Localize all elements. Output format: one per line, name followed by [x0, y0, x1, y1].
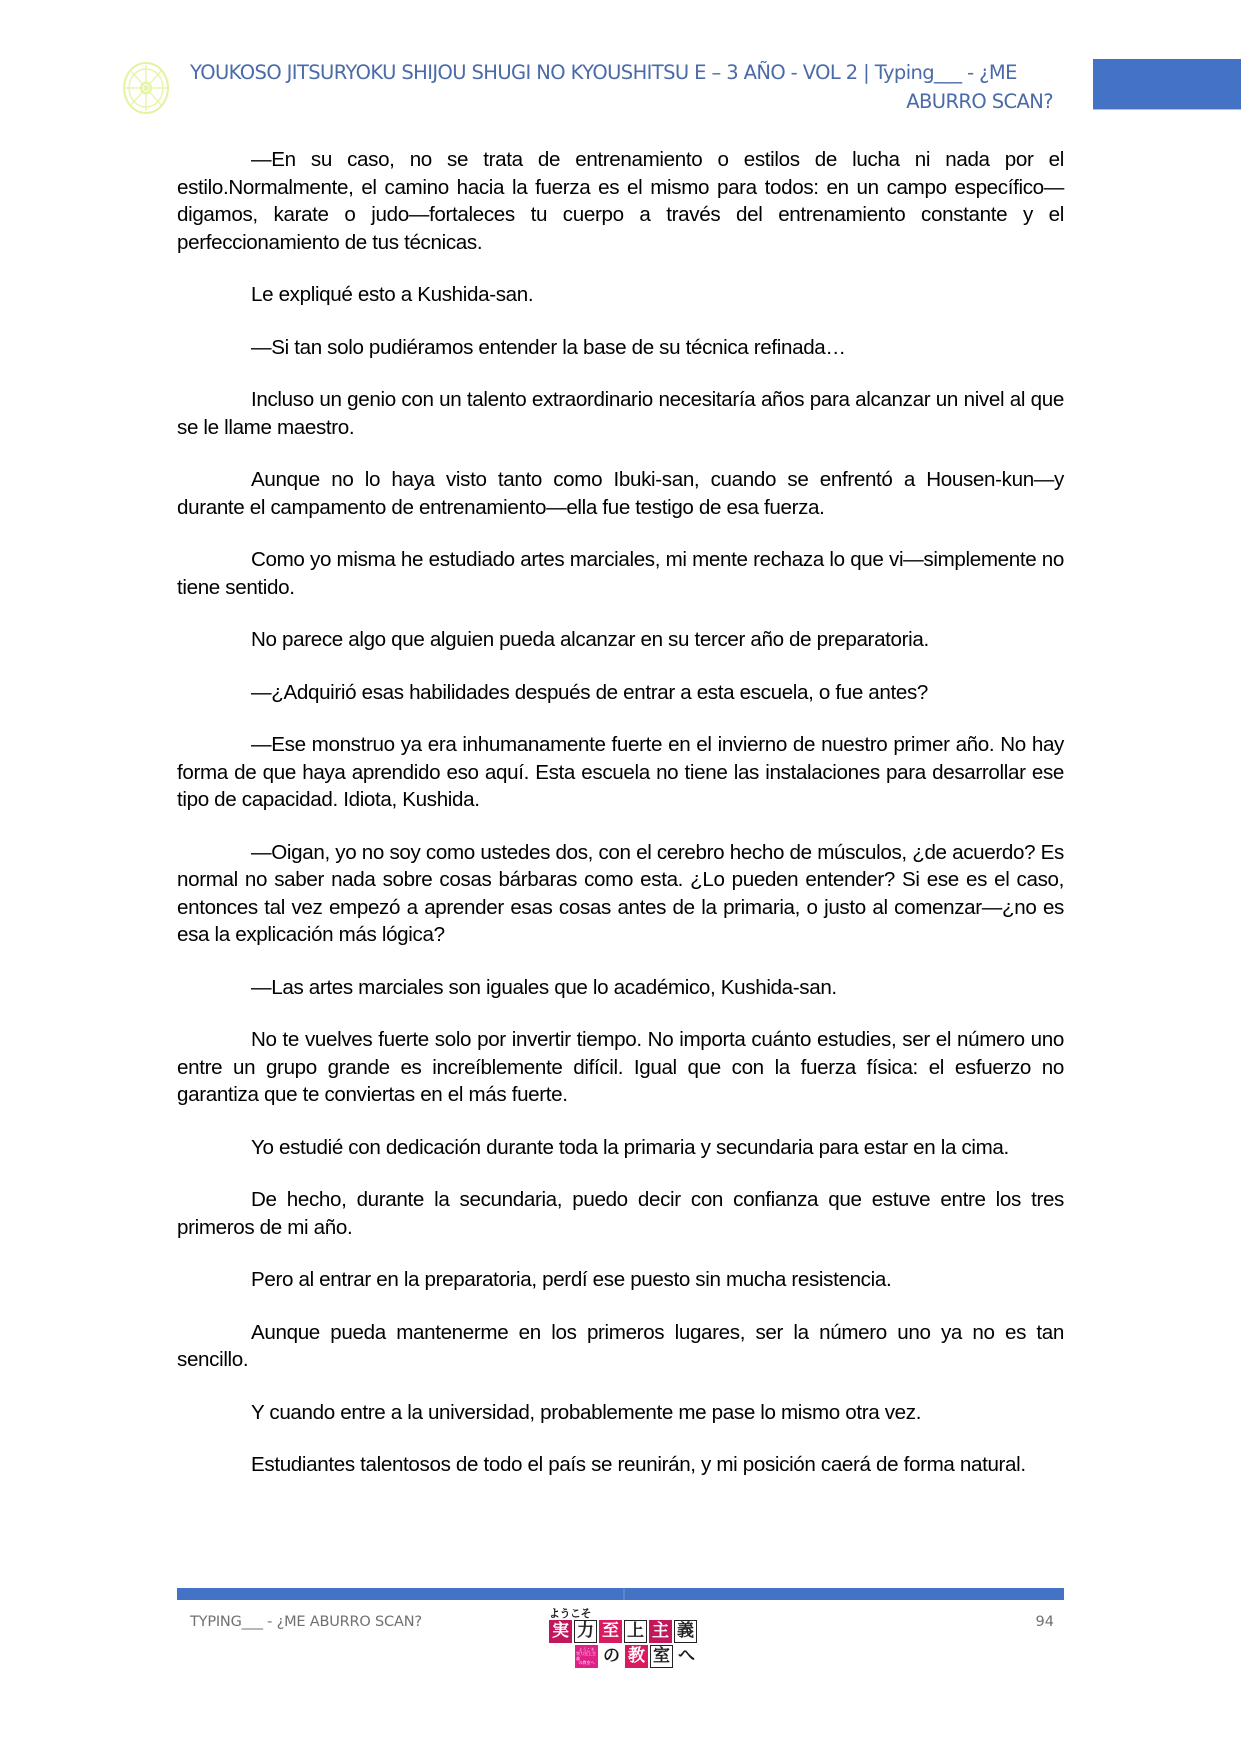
paragraph: —Oigan, yo no soy como ustedes dos, con el cerebro hecho de músculos, ¿de acuerdo? Es normal no saber nada sobre cosas bárbaras como esta. ¿Lo pueden entender? Si ese es el caso, entonces tal vez empezó a aprender esas cosas antes de la primaria, o justo al comenzar—¿no es esa la explicación más lógica?	[177, 840, 1064, 946]
series-logo-char: 室	[650, 1645, 673, 1668]
series-logo-char: 至	[599, 1620, 622, 1643]
paragraph: Aunque pueda mantenerme en los primeros lugares, ser la número uno ya no es tan sencillo.	[177, 1320, 1064, 1371]
header-title-line2: ABURRO SCAN?	[906, 90, 1053, 113]
paragraph: De hecho, durante la secundaria, puedo decir con confianza que estuve entre los tres primeros de mi año.	[177, 1188, 1064, 1239]
series-logo-row1	[549, 1620, 699, 1643]
series-logo-char: 教	[625, 1645, 648, 1668]
paragraph: Pero al entrar en la preparatoria, perdí ese puesto sin mucha resistencia.	[251, 1268, 892, 1291]
series-logo-char: の	[603, 1646, 620, 1666]
paragraph: Como yo misma he estudiado artes marciales, mi mente rechaza lo que vi—simplemente no tiene sentido.	[177, 548, 1064, 599]
paragraph: Incluso un genio con un talento extraordinario necesitaría años para alcanzar un nivel al que se le llame maestro.	[177, 388, 1064, 439]
series-logo-small-line: 実力至上主義	[576, 1651, 596, 1661]
dharma-wheel-icon	[120, 60, 172, 116]
footer-bar-seam	[623, 1588, 625, 1600]
series-logo-char: へ	[678, 1646, 695, 1666]
footer-accent-bar	[177, 1588, 1064, 1600]
page-number: 94	[1035, 1614, 1054, 1630]
series-logo-char: 力	[574, 1620, 597, 1643]
paragraph: Aunque no lo haya visto tanto como Ibuki-san, cuando se enfrentó a Housen-kun—y durante el campamento de entrenamiento—ella fue testigo de esa fuerza.	[177, 468, 1064, 519]
series-logo-row2	[575, 1645, 700, 1668]
paragraph: —En su caso, no se trata de entrenamiento o estilos de lucha ni nada por el estilo.Normalmente, el camino hacia la fuerza es el mismo para todos: en un campo específico—digamos, karate o judo—fortaleces tu cuerpo a través del entrenamiento constante y el perfeccionamiento de tus técnicas.	[177, 148, 1064, 254]
series-logo-char: 主	[649, 1620, 672, 1643]
series-logo-small-line: ようこそ	[578, 1646, 595, 1652]
header-title	[190, 58, 1053, 116]
paragraph: —Las artes marciales son iguales que lo académico, Kushida-san.	[251, 975, 837, 999]
series-logo-small-text	[575, 1645, 598, 1668]
paragraph: —Si tan solo pudiéramos entender la base de su técnica refinada…	[251, 335, 846, 359]
paragraph: No parece algo que alguien pueda alcanzar en su tercer año de preparatoria.	[251, 628, 929, 651]
header-title-line1: YOUKOSO JITSURYOKU SHIJOU SHUGI NO KYOUSHITSU E – 3 AÑO - VOL 2 | Typing___ - ¿ME	[190, 61, 1017, 84]
header-accent-bar	[1093, 59, 1241, 110]
paragraph: No te vuelves fuerte solo por invertir tiempo. No importa cuánto estudies, ser el número uno entre un grupo grande es increíblemente difícil. Igual que con la fuerza física: el esfuerzo no garantiza que te conviertas en el más fuerte.	[177, 1028, 1064, 1106]
paragraph: Le expliqué esto a Kushida-san.	[251, 283, 534, 306]
footer-scan-credit: TYPING___ - ¿ME ABURRO SCAN?	[190, 1614, 422, 1630]
series-logo-char: 実	[549, 1620, 572, 1643]
series-logo-small-line: の教室へ	[578, 1659, 595, 1665]
paragraph: Y cuando entre a la universidad, probablemente me pase lo mismo otra vez.	[251, 1400, 922, 1424]
paragraph: —Ese monstruo ya era inhumanamente fuerte en el invierno de nuestro primer año. No hay forma de que haya aprendido eso aquí. Esta escuela no tiene las instalaciones para desarrollar ese tipo de capacidad. Idiota, Kushida.	[177, 733, 1064, 811]
series-logo-char: 上	[624, 1620, 647, 1643]
paragraph: —¿Adquirió esas habilidades después de entrar a esta escuela, o fue antes?	[251, 680, 929, 704]
series-logo-char: 義	[674, 1620, 697, 1643]
series-logo	[545, 1605, 695, 1675]
paragraph: Estudiantes talentosos de todo el país se reunirán, y mi posición caerá de forma natural.	[251, 1453, 1026, 1476]
body-text	[177, 146, 1064, 1504]
series-logo-kana: ようこそ	[549, 1607, 591, 1620]
paragraph: Yo estudié con dedicación durante toda la primaria y secundaria para estar en la cima.	[251, 1135, 1009, 1159]
